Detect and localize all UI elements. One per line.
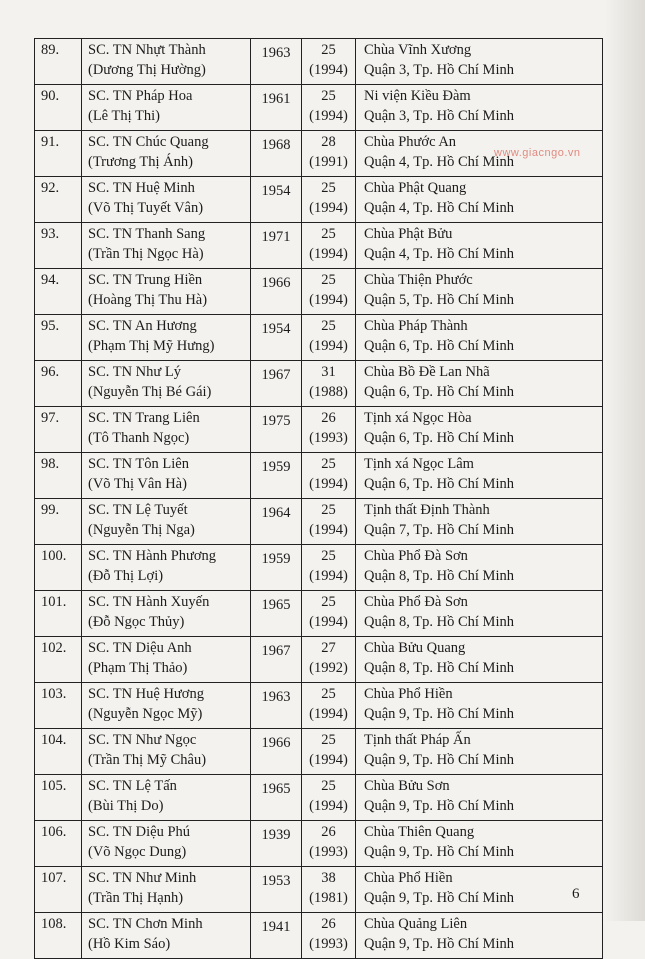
temple-name: Chùa Pháp Thành (364, 318, 468, 334)
temple-address: Quận 9, Tp. Hồ Chí Minh (364, 706, 514, 722)
birth-year-cell (251, 821, 302, 867)
row-number-cell (35, 499, 82, 545)
birth-year: 1965 (261, 781, 291, 797)
birth-year: 1939 (261, 827, 291, 843)
temple-cell (356, 499, 603, 545)
age: 25 (321, 778, 336, 794)
age-cell (302, 85, 356, 131)
birth-year-cell (251, 499, 302, 545)
row-number-cell (35, 729, 82, 775)
row-number: 95. (41, 318, 60, 334)
since-year: (1994) (309, 200, 348, 216)
lay-name: (Dương Thị Hường) (88, 62, 206, 78)
since-year: (1981) (309, 890, 348, 906)
since-year: (1994) (309, 706, 348, 722)
name-cell (82, 39, 251, 85)
since-year: (1992) (309, 660, 348, 676)
birth-year: 1965 (261, 597, 291, 613)
row-number-cell (35, 913, 82, 959)
dharma-name: SC. TN Thanh Sang (88, 226, 206, 242)
lay-name: (Đỗ Thị Lợi) (88, 568, 164, 584)
name-cell (82, 867, 251, 913)
birth-year-cell (251, 361, 302, 407)
table-row (35, 913, 603, 959)
lay-name: (Phạm Thị Thảo) (88, 660, 188, 676)
age: 31 (321, 364, 336, 380)
age-cell (302, 361, 356, 407)
row-number: 102. (41, 640, 67, 656)
temple-address: Quận 4, Tp. Hồ Chí Minh (364, 154, 514, 170)
age-cell (302, 315, 356, 361)
age: 28 (321, 134, 336, 150)
temple-address: Quận 9, Tp. Hồ Chí Minh (364, 798, 514, 814)
age-cell (302, 131, 356, 177)
temple-address: Quận 7, Tp. Hồ Chí Minh (364, 522, 514, 538)
table-row (35, 223, 603, 269)
row-number: 90. (41, 88, 60, 104)
dharma-name: SC. TN Như Minh (88, 870, 197, 886)
birth-year-cell (251, 453, 302, 499)
temple-address: Quận 3, Tp. Hồ Chí Minh (364, 62, 514, 78)
age: 26 (321, 824, 336, 840)
birth-year: 1963 (261, 689, 291, 705)
dharma-name: SC. TN Hành Phương (88, 548, 217, 564)
name-cell (82, 683, 251, 729)
birth-year-cell (251, 177, 302, 223)
age: 25 (321, 318, 336, 334)
temple-name: Tịnh thất Pháp Ấn (364, 732, 471, 748)
table-row (35, 775, 603, 821)
temple-address: Quận 9, Tp. Hồ Chí Minh (364, 890, 514, 906)
dharma-name: SC. TN Trang Liên (88, 410, 200, 426)
birth-year-cell (251, 867, 302, 913)
temple-name: Ni viện Kiều Đàm (364, 88, 471, 104)
age: 26 (321, 916, 336, 932)
temple-cell (356, 867, 603, 913)
row-number: 98. (41, 456, 60, 472)
name-cell (82, 177, 251, 223)
name-cell (82, 223, 251, 269)
temple-name: Tịnh thất Định Thành (364, 502, 490, 518)
lay-name: (Trần Thị Ngọc Hà) (88, 246, 204, 262)
age: 27 (321, 640, 336, 656)
temple-name: Chùa Phật Bửu (364, 226, 453, 242)
table-row (35, 361, 603, 407)
temple-address: Quận 9, Tp. Hồ Chí Minh (364, 936, 514, 952)
dharma-name: SC. TN An Hương (88, 318, 197, 334)
age: 25 (321, 732, 336, 748)
lay-name: (Lê Thị Thi) (88, 108, 160, 124)
row-number-cell (35, 453, 82, 499)
table-row (35, 821, 603, 867)
table-row (35, 177, 603, 223)
temple-name: Chùa Phổ Hiền (364, 686, 453, 702)
age: 26 (321, 410, 336, 426)
temple-cell (356, 39, 603, 85)
birth-year: 1954 (261, 321, 291, 337)
name-cell (82, 131, 251, 177)
table-row (35, 269, 603, 315)
temple-address: Quận 8, Tp. Hồ Chí Minh (364, 614, 514, 630)
temple-address: Quận 6, Tp. Hồ Chí Minh (364, 476, 514, 492)
lay-name: (Trương Thị Ánh) (88, 154, 193, 170)
row-number-cell (35, 821, 82, 867)
lay-name: (Tô Thanh Ngọc) (88, 430, 190, 446)
since-year: (1994) (309, 798, 348, 814)
name-cell (82, 407, 251, 453)
dharma-name: SC. TN Diệu Anh (88, 640, 192, 656)
dharma-name: SC. TN Hành Xuyến (88, 594, 210, 610)
lay-name: (Hồ Kim Sáo) (88, 936, 171, 952)
temple-name: Tịnh xá Ngọc Hòa (364, 410, 472, 426)
row-number-cell (35, 315, 82, 361)
temple-name: Tịnh xá Ngọc Lâm (364, 456, 474, 472)
dharma-name: SC. TN Pháp Hoa (88, 88, 193, 104)
birth-year: 1967 (261, 367, 291, 383)
dharma-name: SC. TN Diệu Phú (88, 824, 191, 840)
row-number-cell (35, 637, 82, 683)
age-cell (302, 821, 356, 867)
dharma-name: SC. TN Nhựt Thành (88, 42, 206, 58)
row-number: 97. (41, 410, 60, 426)
row-number-cell (35, 131, 82, 177)
birth-year: 1968 (261, 137, 291, 153)
age-cell (302, 453, 356, 499)
temple-cell (356, 591, 603, 637)
table-row (35, 545, 603, 591)
age: 25 (321, 686, 336, 702)
dharma-name: SC. TN Như Ngọc (88, 732, 197, 748)
temple-address: Quận 9, Tp. Hồ Chí Minh (364, 844, 514, 860)
dharma-name: SC. TN Huệ Minh (88, 180, 195, 196)
table-row (35, 637, 603, 683)
birth-year: 1941 (261, 919, 291, 935)
lay-name: (Trần Thị Mỹ Châu) (88, 752, 207, 768)
temple-cell (356, 85, 603, 131)
since-year: (1994) (309, 246, 348, 262)
age: 25 (321, 272, 336, 288)
row-number: 99. (41, 502, 60, 518)
lay-name: (Nguyễn Thị Nga) (88, 522, 195, 538)
birth-year: 1954 (261, 183, 291, 199)
temple-cell (356, 407, 603, 453)
temple-address: Quận 6, Tp. Hồ Chí Minh (364, 430, 514, 446)
row-number: 104. (41, 732, 67, 748)
birth-year: 1959 (261, 551, 291, 567)
lay-name: (Võ Ngọc Dung) (88, 844, 187, 860)
age-cell (302, 177, 356, 223)
birth-year-cell (251, 913, 302, 959)
lay-name: (Hoàng Thị Thu Hà) (88, 292, 208, 308)
birth-year: 1953 (261, 873, 291, 889)
row-number: 106. (41, 824, 67, 840)
since-year: (1991) (309, 154, 348, 170)
table-row (35, 315, 603, 361)
row-number: 101. (41, 594, 67, 610)
age: 38 (321, 870, 336, 886)
page-edge-shadow (605, 0, 645, 921)
dharma-name: SC. TN Lệ Tấn (88, 778, 177, 794)
temple-cell (356, 913, 603, 959)
temple-cell (356, 361, 603, 407)
birth-year: 1959 (261, 459, 291, 475)
dharma-name: SC. TN Chơn Minh (88, 916, 203, 932)
age-cell (302, 913, 356, 959)
lay-name: (Phạm Thị Mỹ Hưng) (88, 338, 215, 354)
temple-address: Quận 6, Tp. Hồ Chí Minh (364, 384, 514, 400)
table-row (35, 39, 603, 85)
temple-address: Quận 6, Tp. Hồ Chí Minh (364, 338, 514, 354)
name-cell (82, 913, 251, 959)
birth-year: 1967 (261, 643, 291, 659)
birth-year-cell (251, 315, 302, 361)
birth-year-cell (251, 85, 302, 131)
row-number-cell (35, 775, 82, 821)
temple-address: Quận 4, Tp. Hồ Chí Minh (364, 200, 514, 216)
row-number: 108. (41, 916, 67, 932)
since-year: (1994) (309, 752, 348, 768)
age-cell (302, 867, 356, 913)
temple-address: Quận 5, Tp. Hồ Chí Minh (364, 292, 514, 308)
since-year: (1994) (309, 522, 348, 538)
age-cell (302, 545, 356, 591)
row-number-cell (35, 85, 82, 131)
name-cell (82, 361, 251, 407)
birth-year-cell (251, 637, 302, 683)
age-cell (302, 637, 356, 683)
row-number-cell (35, 223, 82, 269)
temple-name: Chùa Thiện Phước (364, 272, 473, 288)
lay-name: (Nguyễn Ngọc Mỹ) (88, 706, 203, 722)
age-cell (302, 223, 356, 269)
page-number: 6 (572, 886, 580, 902)
name-cell (82, 85, 251, 131)
birth-year-cell (251, 591, 302, 637)
table-row (35, 499, 603, 545)
temple-name: Chùa Phổ Đà Sơn (364, 594, 468, 610)
birth-year-cell (251, 269, 302, 315)
dharma-name: SC. TN Tôn Liên (88, 456, 189, 472)
table-row (35, 453, 603, 499)
age: 25 (321, 548, 336, 564)
temple-cell (356, 729, 603, 775)
row-number-cell (35, 39, 82, 85)
birth-year: 1971 (261, 229, 291, 245)
table-row (35, 591, 603, 637)
age: 25 (321, 226, 336, 242)
temple-address: Quận 8, Tp. Hồ Chí Minh (364, 660, 514, 676)
birth-year-cell (251, 407, 302, 453)
table-row (35, 867, 603, 913)
temple-cell (356, 637, 603, 683)
birth-year-cell (251, 39, 302, 85)
temple-name: Chùa Bửu Quang (364, 640, 466, 656)
birth-year: 1966 (261, 735, 291, 751)
age: 25 (321, 42, 336, 58)
age-cell (302, 683, 356, 729)
name-cell (82, 821, 251, 867)
row-number: 107. (41, 870, 67, 886)
dharma-name: SC. TN Huệ Hương (88, 686, 204, 702)
age-cell (302, 407, 356, 453)
since-year: (1993) (309, 430, 348, 446)
temple-name: Chùa Bửu Sơn (364, 778, 450, 794)
temple-cell (356, 775, 603, 821)
row-number: 96. (41, 364, 60, 380)
birth-year-cell (251, 683, 302, 729)
temple-name: Chùa Phật Quang (364, 180, 467, 196)
temple-cell (356, 269, 603, 315)
birth-year: 1975 (261, 413, 291, 429)
nun-list-table (34, 38, 603, 959)
temple-cell (356, 223, 603, 269)
age-cell (302, 269, 356, 315)
name-cell (82, 499, 251, 545)
since-year: (1994) (309, 338, 348, 354)
since-year: (1994) (309, 292, 348, 308)
age: 25 (321, 502, 336, 518)
birth-year-cell (251, 775, 302, 821)
temple-cell (356, 177, 603, 223)
temple-address: Quận 8, Tp. Hồ Chí Minh (364, 568, 514, 584)
name-cell (82, 591, 251, 637)
row-number-cell (35, 545, 82, 591)
temple-address: Quận 3, Tp. Hồ Chí Minh (364, 108, 514, 124)
birth-year-cell (251, 131, 302, 177)
temple-name: Chùa Phước An (364, 134, 457, 150)
birth-year: 1961 (261, 91, 291, 107)
since-year: (1994) (309, 476, 348, 492)
row-number: 92. (41, 180, 60, 196)
temple-cell (356, 453, 603, 499)
table-row (35, 729, 603, 775)
row-number-cell (35, 407, 82, 453)
since-year: (1994) (309, 62, 348, 78)
temple-cell (356, 683, 603, 729)
name-cell (82, 775, 251, 821)
row-number: 105. (41, 778, 67, 794)
age-cell (302, 39, 356, 85)
dharma-name: SC. TN Như Lý (88, 364, 181, 380)
lay-name: (Nguyễn Thị Bé Gái) (88, 384, 212, 400)
since-year: (1994) (309, 108, 348, 124)
age: 25 (321, 88, 336, 104)
dharma-name: SC. TN Lệ Tuyết (88, 502, 188, 518)
name-cell (82, 637, 251, 683)
table-row (35, 407, 603, 453)
temple-cell (356, 545, 603, 591)
age-cell (302, 775, 356, 821)
lay-name: (Võ Thị Tuyết Vân) (88, 200, 204, 216)
row-number-cell (35, 683, 82, 729)
birth-year-cell (251, 223, 302, 269)
lay-name: (Trần Thị Hạnh) (88, 890, 184, 906)
birth-year-cell (251, 545, 302, 591)
lay-name: (Đỗ Ngọc Thủy) (88, 614, 185, 630)
row-number-cell (35, 591, 82, 637)
name-cell (82, 315, 251, 361)
lay-name: (Võ Thị Vân Hà) (88, 476, 187, 492)
temple-name: Chùa Thiên Quang (364, 824, 475, 840)
row-number: 103. (41, 686, 67, 702)
temple-cell (356, 821, 603, 867)
row-number: 93. (41, 226, 60, 242)
name-cell (82, 453, 251, 499)
temple-name: Chùa Vĩnh Xương (364, 42, 472, 58)
since-year: (1988) (309, 384, 348, 400)
row-number-cell (35, 177, 82, 223)
dharma-name: SC. TN Chúc Quang (88, 134, 209, 150)
age: 25 (321, 180, 336, 196)
age-cell (302, 729, 356, 775)
row-number-cell (35, 361, 82, 407)
since-year: (1993) (309, 936, 348, 952)
since-year: (1994) (309, 614, 348, 630)
row-number-cell (35, 867, 82, 913)
birth-year: 1966 (261, 275, 291, 291)
name-cell (82, 269, 251, 315)
row-number: 89. (41, 42, 60, 58)
birth-year: 1963 (261, 45, 291, 61)
birth-year: 1964 (261, 505, 291, 521)
temple-address: Quận 4, Tp. Hồ Chí Minh (364, 246, 514, 262)
temple-name: Chùa Phổ Đà Sơn (364, 548, 468, 564)
table-row (35, 683, 603, 729)
since-year: (1994) (309, 568, 348, 584)
age: 25 (321, 456, 336, 472)
since-year: (1993) (309, 844, 348, 860)
row-number: 91. (41, 134, 60, 150)
age-cell (302, 591, 356, 637)
temple-address: Quận 9, Tp. Hồ Chí Minh (364, 752, 514, 768)
row-number-cell (35, 269, 82, 315)
age-cell (302, 499, 356, 545)
name-cell (82, 729, 251, 775)
temple-name: Chùa Bồ Đề Lan Nhã (364, 364, 490, 380)
birth-year-cell (251, 729, 302, 775)
temple-name: Chùa Phổ Hiền (364, 870, 453, 886)
temple-name: Chùa Quảng Liên (364, 916, 468, 932)
row-number: 94. (41, 272, 60, 288)
age: 25 (321, 594, 336, 610)
table-row (35, 85, 603, 131)
temple-cell (356, 315, 603, 361)
name-cell (82, 545, 251, 591)
watermark: www.giacngo.vn (494, 147, 581, 159)
row-number: 100. (41, 548, 67, 564)
table-body (35, 39, 603, 959)
lay-name: (Bùi Thị Do) (88, 798, 164, 814)
dharma-name: SC. TN Trung Hiền (88, 272, 203, 288)
